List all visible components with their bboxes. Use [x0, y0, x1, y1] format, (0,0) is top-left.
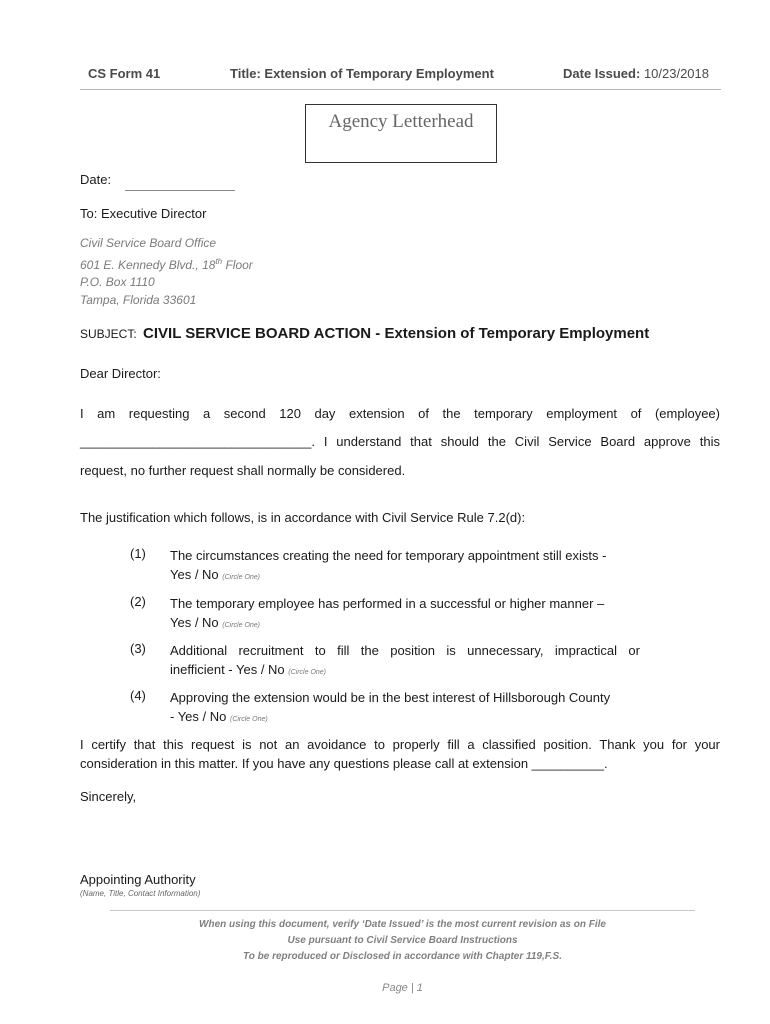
list-item: The temporary employee has performed in a successful or higher manner – Yes / No (Circle One): [170, 596, 605, 630]
address-line-2: 601 E. Kennedy Blvd., 18th Floor: [80, 256, 253, 272]
justification-intro: The justification which follows, is in accordance with Civil Service Rule 7.2(d):: [80, 510, 526, 525]
item-number: (4): [130, 688, 146, 703]
certify-line-1: I certify that this request is not an avoidance to properly fill a classified position. Thank you for your: [80, 737, 720, 752]
circle-one-note: (Circle One): [222, 574, 261, 581]
footer-line-1: When using this document, verify ‘Date Issued’ is the most current revision as on File: [199, 919, 606, 930]
list-item: Approving the extension would be in the best interest of Hillsborough County - Yes / No (Circle One): [170, 690, 611, 724]
closing: Sincerely,: [80, 789, 137, 804]
address-line-3: P.O. Box 1110: [80, 275, 155, 289]
item-number: (2): [130, 594, 146, 609]
recipient-address: [80, 235, 253, 309]
date-issued: [563, 66, 709, 81]
circle-one-note: (Circle One): [229, 716, 268, 723]
footer-line-3: To be reproduced or Disclosed in accordance with Chapter 119,F.S.: [243, 951, 562, 962]
address-line-1: Civil Service Board Office: [80, 236, 217, 250]
date-blank-line: [125, 190, 235, 191]
subject-text: CIVIL SERVICE BOARD ACTION - Extension of Temporary Employment: [143, 325, 650, 342]
header-divider: [80, 89, 721, 90]
form-title: Title: Extension of Temporary Employment: [230, 66, 494, 81]
salutation: Dear Director:: [80, 366, 161, 381]
body-line-2: ________________________________. I understand that should the Civil Service Board approve this: [80, 434, 720, 449]
list-item: The circumstances creating the need for temporary appointment still exists - Yes / No (Circle One): [170, 548, 607, 582]
body-line-1: I am requesting a second 120 day extension of the temporary employment of (employee): [80, 406, 720, 421]
address-line-4: Tampa, Florida 33601: [80, 292, 197, 307]
date-issued-label: Date Issued:: [563, 66, 641, 81]
form-id: CS Form 41: [88, 66, 161, 81]
date-label: Date:: [80, 172, 112, 187]
body-line-3: request, no further request shall normally be considered.: [80, 463, 406, 478]
signature-title: Appointing Authority: [80, 872, 196, 887]
signature-note: (Name, Title, Contact Information): [80, 889, 201, 898]
footer-line-2: Use pursuant to Civil Service Board Instructions: [287, 935, 518, 946]
page-number: Page | 1: [382, 982, 423, 994]
agency-letterhead-box: Agency Letterhead: [305, 104, 497, 163]
subject-label: SUBJECT:: [80, 327, 137, 341]
circle-one-note: (Circle One): [222, 622, 261, 629]
list-item: Additional recruitment to fill the position is unnecessary, impractical or inefficient - Yes / No (Circle One): [170, 643, 640, 677]
circle-one-note: (Circle One): [288, 669, 327, 676]
date-issued-value: 10/23/2018: [643, 66, 710, 81]
to-line: To: Executive Director: [80, 206, 207, 221]
certify-line-2: consideration in this matter. If you have any questions please call at extension __________.: [80, 756, 608, 771]
item-number: (1): [130, 546, 146, 561]
item-number: (3): [130, 641, 146, 656]
subject-line: [80, 325, 649, 342]
footer-divider: [110, 910, 695, 911]
